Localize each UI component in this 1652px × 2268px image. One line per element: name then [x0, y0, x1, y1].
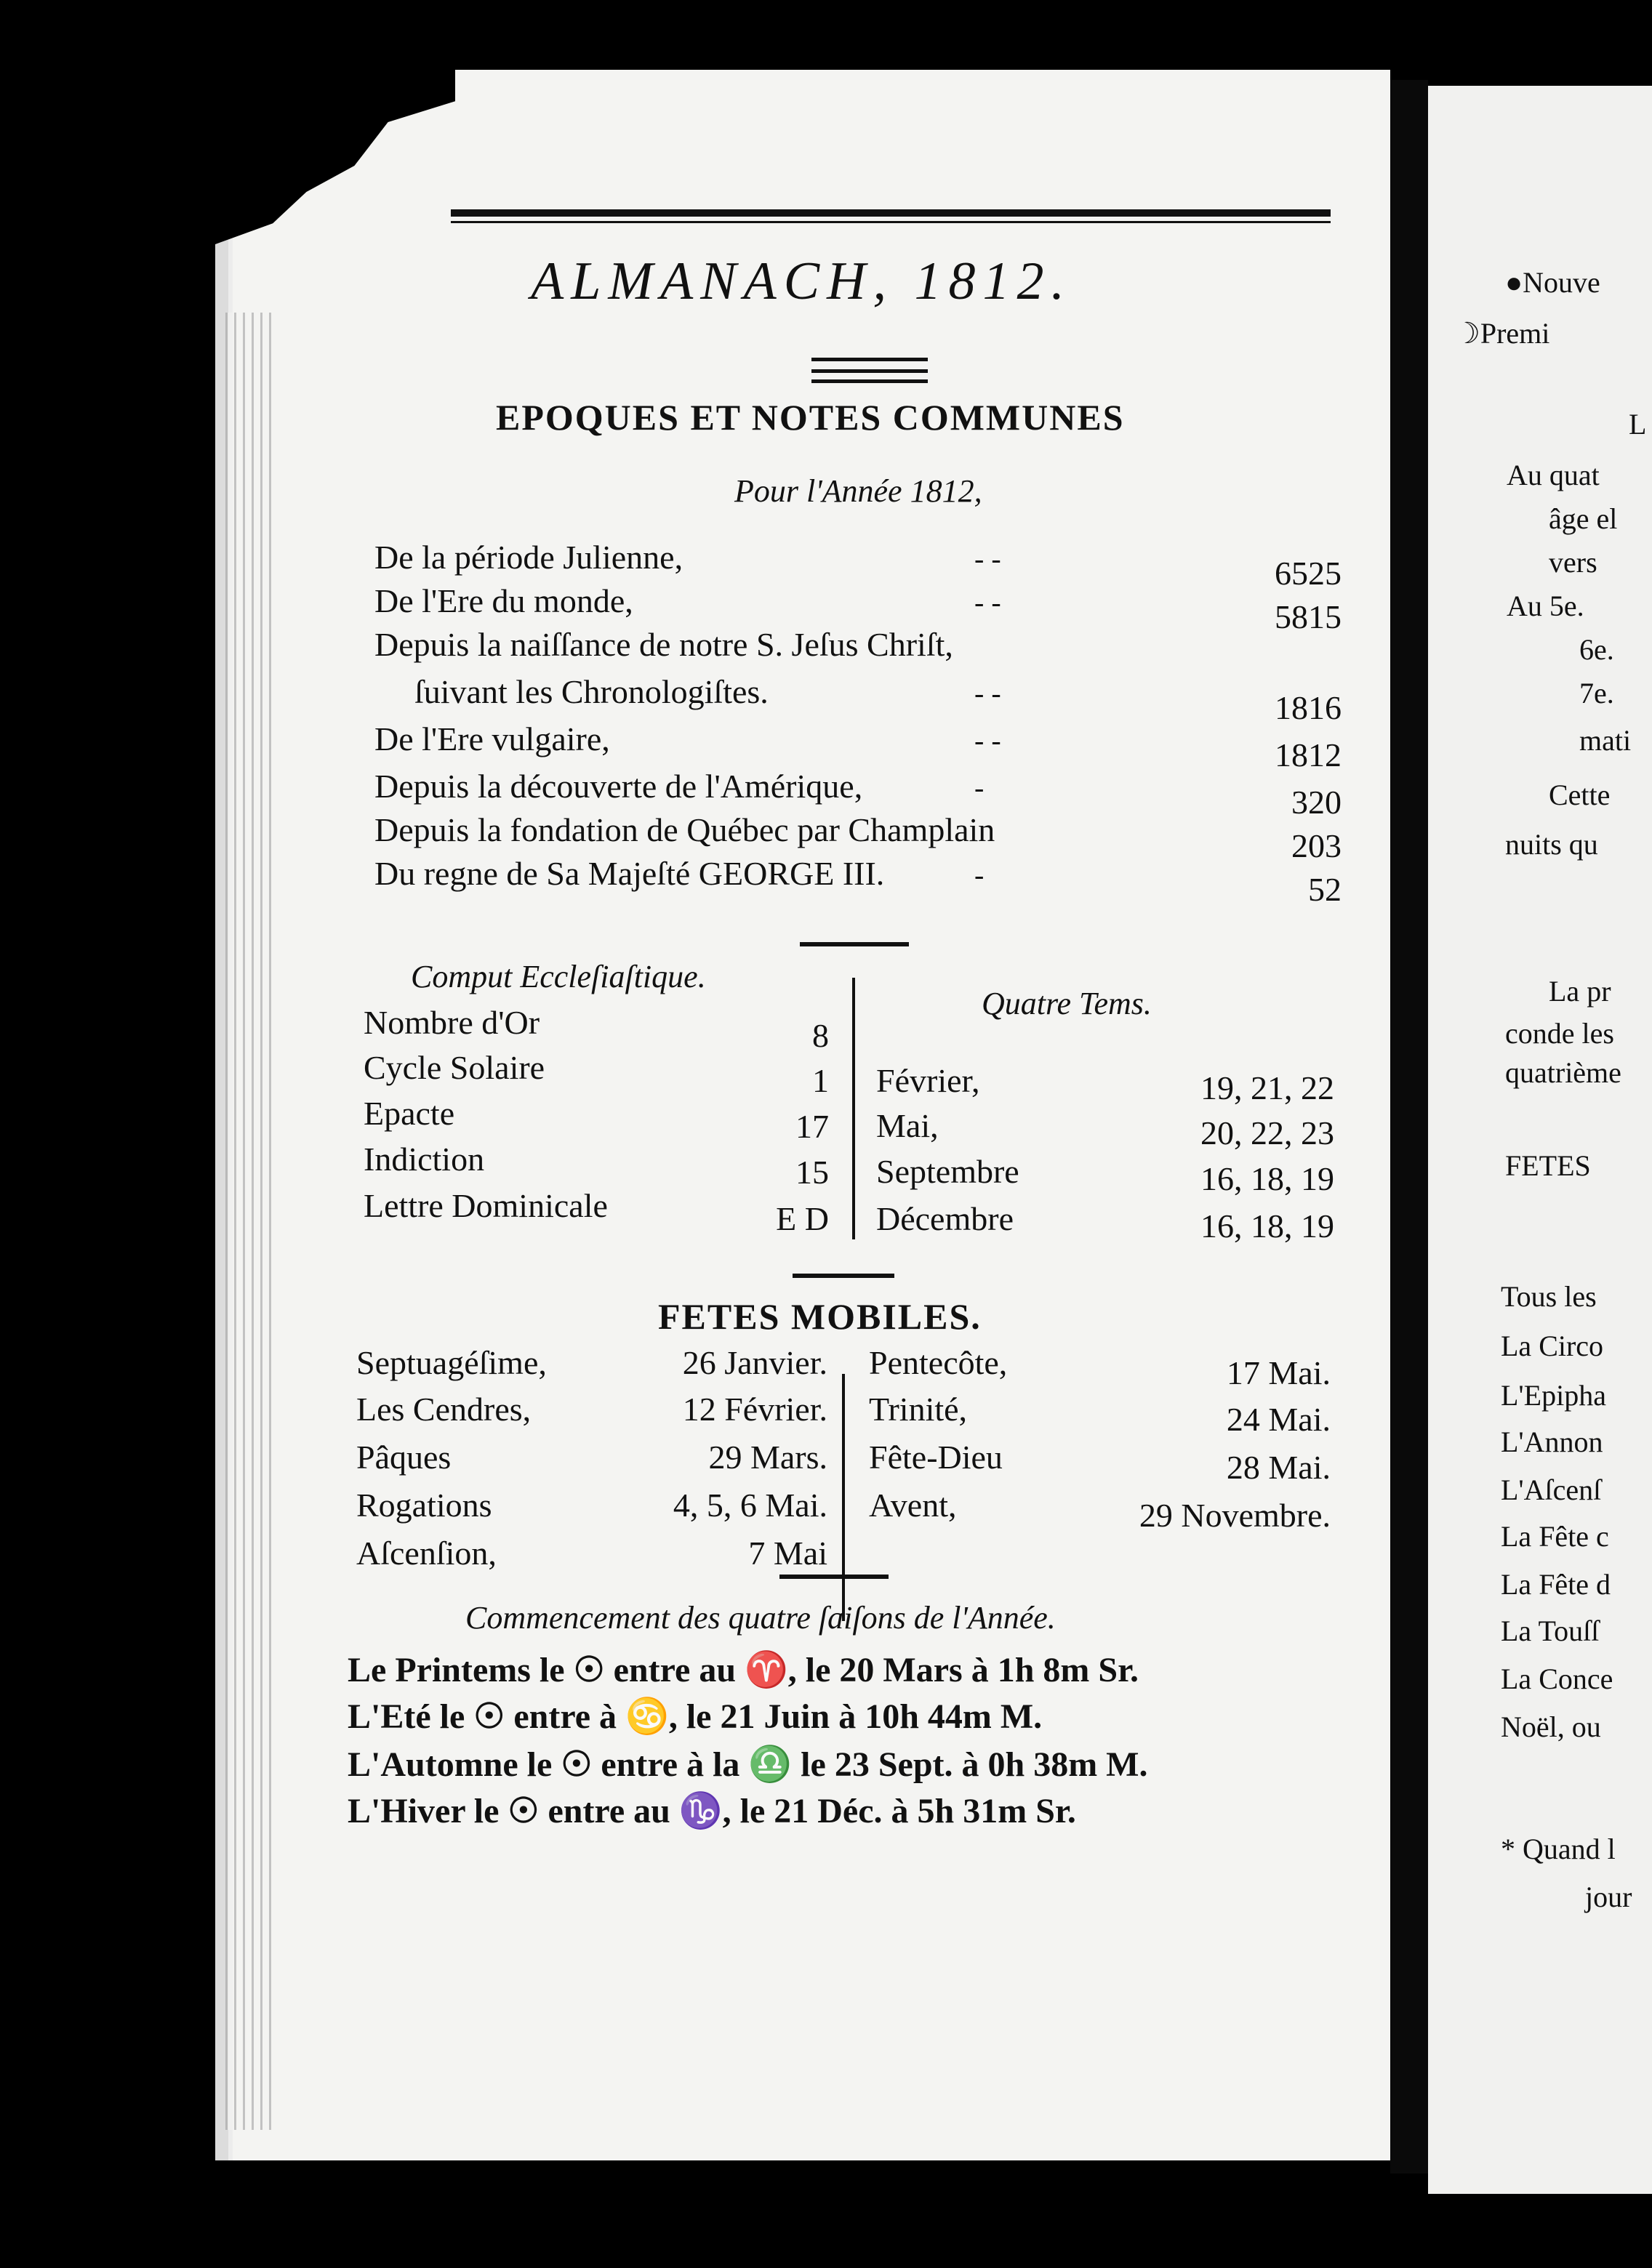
section-subheading: Pour l'Année 1812,	[734, 473, 982, 509]
epoque-value: 1812	[1275, 736, 1342, 773]
divider	[800, 942, 909, 946]
divider-3	[779, 1575, 889, 1579]
fete-date: 26 Janvier.	[682, 1344, 827, 1381]
fete-label: Rogations	[356, 1487, 492, 1524]
facing-page-line: 6e.	[1579, 633, 1614, 666]
facing-page	[1428, 86, 1652, 2194]
title-rule-3	[811, 379, 928, 383]
fete-date: 4, 5, 6 Mai.	[673, 1487, 827, 1524]
tems-value: 19, 21, 22	[1200, 1069, 1334, 1106]
fete-label: Fête-Dieu	[869, 1439, 1003, 1476]
epoque-value: 5815	[1275, 598, 1342, 635]
comput-title: Comput Eccleſiaſtique.	[411, 959, 706, 994]
top-rule-thin	[451, 221, 1331, 223]
book-gutter	[1390, 80, 1428, 2174]
epoque-label: Depuis la découverte de l'Amérique,	[374, 768, 863, 805]
fete-label: Trinité,	[869, 1391, 968, 1428]
epoque-dashes: -	[974, 771, 985, 804]
epoque-value: 6525	[1275, 555, 1342, 592]
epoque-dashes: -	[974, 858, 985, 891]
facing-page-line: nuits qu	[1505, 828, 1598, 861]
quatre-tems-title: Quatre Tems.	[982, 986, 1152, 1021]
epoque-label: ſuivant les Chronologiſtes.	[414, 673, 769, 710]
fetes-column-divider	[842, 1374, 845, 1621]
fete-date: 24 Mai.	[1226, 1401, 1331, 1438]
comput-value: E D	[776, 1200, 829, 1237]
facing-page-line: mati	[1579, 724, 1632, 757]
comput-label: Epacte	[364, 1095, 455, 1132]
fete-label: Avent,	[869, 1487, 957, 1524]
epoque-dashes: - -	[974, 724, 1001, 757]
tems-label: Mai,	[876, 1107, 939, 1144]
facing-page-line: La Circo	[1501, 1330, 1604, 1362]
epoque-label: Depuis la fondation de Québec par Champlain	[374, 811, 995, 848]
facing-page-line: conde les	[1505, 1017, 1614, 1050]
epoque-dashes: - -	[974, 542, 1001, 575]
tems-value: 16, 18, 19	[1200, 1160, 1334, 1197]
facing-page-line: L'Epipha	[1501, 1379, 1606, 1412]
comput-label: Nombre d'Or	[364, 1004, 540, 1041]
comput-label: Lettre Dominicale	[364, 1187, 608, 1224]
facing-page-line: L'Aſcenſ	[1501, 1473, 1602, 1506]
fete-label: Pentecôte,	[869, 1344, 1008, 1381]
facing-page-line: jour	[1585, 1881, 1632, 1913]
saison-row: L'Hiver le ☉ entre au ♑, le 21 Déc. à 5h 31m Sr.	[348, 1792, 1076, 1830]
epoque-label: Du regne de Sa Majeſté GEORGE III.	[374, 855, 885, 892]
facing-page-line: Au 5e.	[1507, 590, 1584, 622]
facing-page-line: La pr	[1549, 975, 1611, 1008]
fete-label: Septuagéſime,	[356, 1344, 547, 1381]
fete-date: 29 Mars.	[708, 1439, 827, 1476]
saison-row: L'Eté le ☉ entre à ♋, le 21 Juin à 10h 44m M.	[348, 1697, 1043, 1736]
epoque-value: 52	[1308, 871, 1342, 908]
comput-value: 8	[812, 1017, 829, 1054]
fete-label: Aſcenſion,	[356, 1535, 497, 1572]
tems-value: 16, 18, 19	[1200, 1207, 1334, 1244]
facing-page-line: Au quat	[1507, 459, 1600, 491]
saison-row: L'Automne le ☉ entre à la ♎ le 23 Sept. à 0h 38m M.	[348, 1745, 1148, 1784]
facing-page-line: La Fête d	[1501, 1568, 1611, 1601]
comput-value: 15	[795, 1154, 829, 1191]
facing-page-line: * Quand l	[1501, 1833, 1616, 1865]
epoque-dashes: - -	[974, 677, 1001, 709]
page-edge-stripes	[225, 313, 276, 2130]
facing-page-line: L'Annon	[1501, 1425, 1603, 1458]
fete-label: Les Cendres,	[356, 1391, 532, 1428]
facing-page-line: âge el	[1549, 502, 1618, 535]
title-rule-2	[811, 369, 928, 373]
epoque-label: De l'Ere vulgaire,	[374, 720, 610, 757]
comput-label: Cycle Solaire	[364, 1049, 545, 1086]
fete-date: 29 Novembre.	[1139, 1497, 1331, 1534]
saisons-title: Commencement des quatre ſaiſons de l'Année.	[465, 1600, 1056, 1636]
fete-date: 17 Mai.	[1226, 1354, 1331, 1391]
epoque-label: De l'Ere du monde,	[374, 582, 633, 619]
tems-label: Février,	[876, 1062, 980, 1099]
tems-value: 20, 22, 23	[1200, 1114, 1334, 1151]
epoque-label: De la période Julienne,	[374, 539, 683, 576]
page-title: ALMANACH, 1812.	[531, 252, 1072, 311]
epoque-value: 320	[1291, 784, 1342, 821]
facing-page-line: La Conce	[1501, 1662, 1613, 1695]
comput-value: 17	[795, 1108, 829, 1145]
column-divider	[852, 978, 855, 1239]
epoque-dashes: - -	[974, 586, 1001, 619]
epoque-value: 203	[1291, 827, 1342, 864]
top-rule	[451, 209, 1331, 217]
facing-page-line: FETES	[1505, 1149, 1591, 1182]
facing-page-line: La Fête c	[1501, 1520, 1609, 1553]
title-rule	[811, 358, 928, 361]
epoque-label: Depuis la naiſſance de notre S. Jeſus Chriſt,	[374, 626, 953, 663]
divider-2	[793, 1274, 894, 1278]
epoque-value: 1816	[1275, 689, 1342, 726]
comput-label: Indiction	[364, 1141, 485, 1178]
facing-page-line: Cette	[1549, 779, 1611, 811]
facing-page-line: Tous les	[1501, 1280, 1597, 1313]
section-heading: EPOQUES ET NOTES COMMUNES	[496, 397, 1125, 438]
facing-page-line: 7e.	[1579, 677, 1614, 709]
facing-page-line: La Touſſ	[1501, 1614, 1600, 1647]
facing-page-line: vers	[1549, 546, 1597, 579]
fete-date: 12 Février.	[682, 1391, 827, 1428]
facing-page-line: quatrième	[1505, 1056, 1621, 1089]
fete-date: 28 Mai.	[1226, 1449, 1331, 1486]
facing-page-line: L	[1629, 408, 1647, 441]
facing-page-line: Noël, ou	[1501, 1710, 1601, 1743]
comput-value: 1	[812, 1062, 829, 1099]
facing-page-line: ●Nouve	[1505, 266, 1600, 299]
fete-label: Pâques	[356, 1439, 452, 1476]
fete-date: 7 Mai	[748, 1535, 827, 1572]
tems-label: Décembre	[876, 1200, 1014, 1237]
saison-row: Le Printems le ☉ entre au ♈, le 20 Mars à 1h 8m Sr.	[348, 1651, 1139, 1689]
facing-page-line: ☽Premi	[1454, 317, 1550, 350]
fetes-mobiles-title: FETES MOBILES.	[658, 1296, 982, 1337]
tems-label: Septembre	[876, 1153, 1019, 1190]
